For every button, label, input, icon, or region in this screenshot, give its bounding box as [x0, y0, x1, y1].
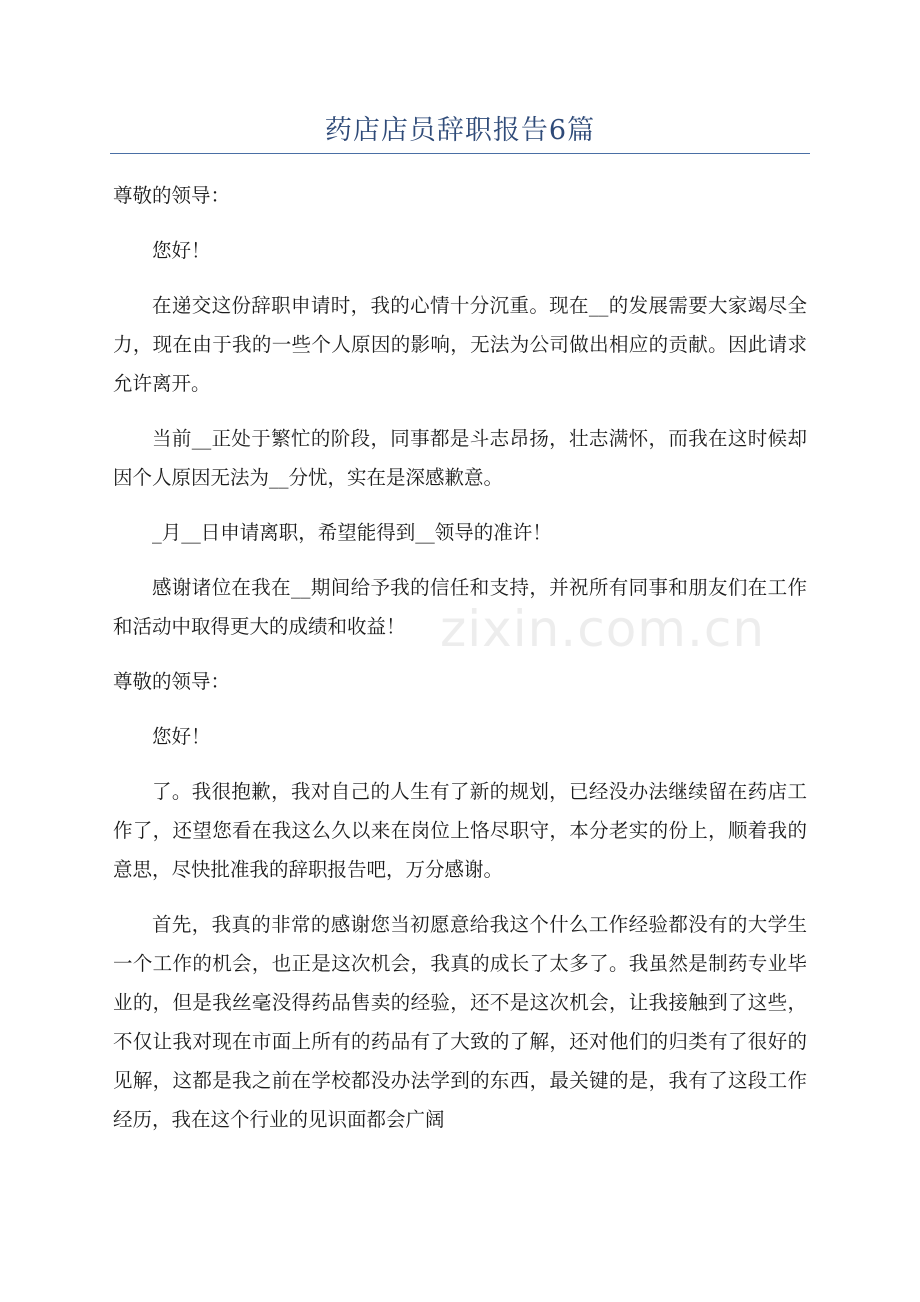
paragraph: 首先，我真的非常的感谢您当初愿意给我这个什么工作经验都没有的大学生一个工作的机会，也正是这次机会，我真的成长了太多了。我虽然是制药专业毕业的，但是我丝毫没得药品售卖的经验，还不是这次机会，让我接触到了这些，不仅让我对现在市面上所有的药品有了大致的了解，还对他们的归类有了很好的见解，这都是我之前在学校都没办法学到的东西，最关键的是，我有了这段工作经历，我在这个行业的见识面都会广阔 — [113, 913, 807, 1131]
paragraph: 在递交这份辞职申请时，我的心情十分沉重。现在__的发展需要大家竭尽全力，现在由于我的一些个人原因的影响，无法为公司做出相应的贡献。因此请求允许离开。 — [113, 294, 807, 395]
paragraph: 尊敬的领导： — [113, 184, 231, 207]
document-title: 药店店员辞职报告6篇 — [324, 115, 596, 146]
paragraph: 了。我很抱歉，我对自己的人生有了新的规划，已经没办法继续留在药店工作了，还望您看在我这么久以来在岗位上恪尽职守，本分老实的份上，顺着我的意思，尽快批准我的辞职报告吧，万分感谢。 — [113, 780, 807, 881]
paragraph: 尊敬的领导： — [113, 670, 231, 693]
paragraph: 您好！ — [152, 239, 211, 262]
paragraph: 当前__正处于繁忙的阶段，同事都是斗志昂扬，壮志满怀，而我在这时候却因个人原因无法为__分忧，实在是深感歉意。 — [113, 427, 807, 489]
title-underline — [110, 153, 810, 154]
paragraph: 感谢诸位在我在__期间给予我的信任和支持，并祝所有同事和朋友们在工作和活动中取得更大的成绩和收益！ — [113, 576, 807, 638]
watermark: zixin.com.cn — [440, 600, 766, 658]
paragraph: 您好！ — [152, 725, 211, 748]
paragraph: _月__日申请离职，希望能得到__领导的准许！ — [152, 521, 552, 544]
document-body — [113, 176, 807, 1155]
